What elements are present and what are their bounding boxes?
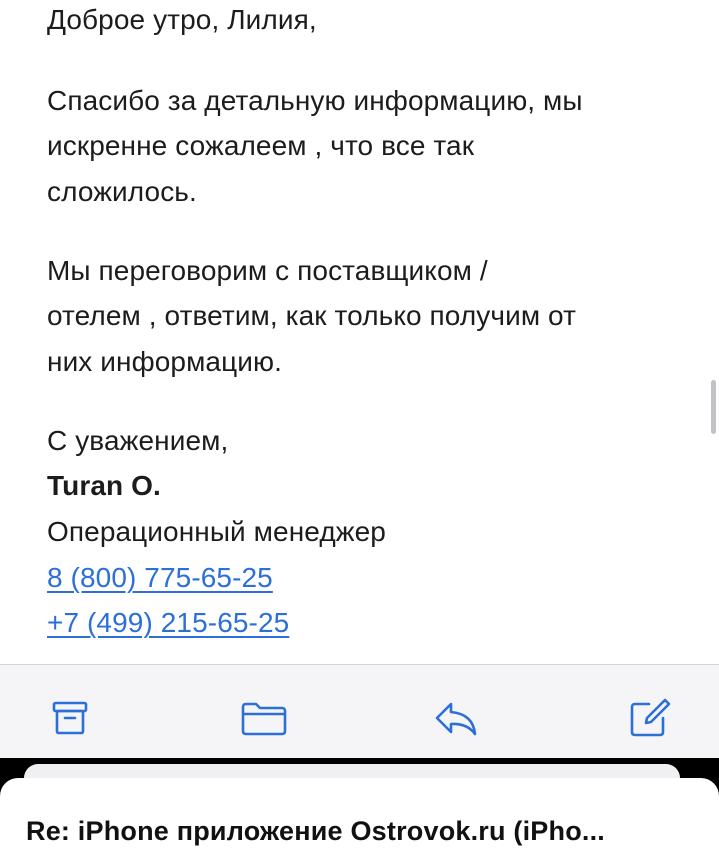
paragraph-2-line-2: отелем , ответим, как только получим от [47,300,577,331]
phone-link-2[interactable]: +7 (499) 215-65-25 [47,607,290,638]
signature-closing: С уважением, [47,425,229,456]
folder-icon [239,698,289,738]
move-to-folder-button[interactable] [239,693,289,743]
archive-icon [50,698,90,738]
reply-button[interactable] [431,693,481,743]
scroll-indicator[interactable] [711,380,716,434]
reply-icon [433,698,479,738]
paragraph-1-line-1: Спасибо за детальную информацию, мы [47,85,583,116]
greeting: Доброе утро, Лилия, [47,4,317,35]
sheet-title[interactable]: Re: iPhone приложение Ostrovok.ru (iPho... [26,816,605,846]
signature-position: Операционный менеджер [47,516,386,547]
paragraph-2-line-3: них информацию. [47,346,282,377]
draft-sheet[interactable] [0,778,719,856]
paragraph-2-line-1: Мы переговорим с поставщиком / [47,255,488,286]
mail-toolbar [0,664,719,758]
paragraph-1-line-2: искренне сожалеем , что все так [47,130,475,161]
compose-icon [627,696,671,740]
phone-link-1[interactable]: 8 (800) 775-65-25 [47,562,273,593]
signature-name: Turan O. [47,470,161,501]
archive-button[interactable] [45,693,95,743]
paragraph-1-line-3: сложилось. [47,176,197,207]
compose-button[interactable] [624,693,674,743]
